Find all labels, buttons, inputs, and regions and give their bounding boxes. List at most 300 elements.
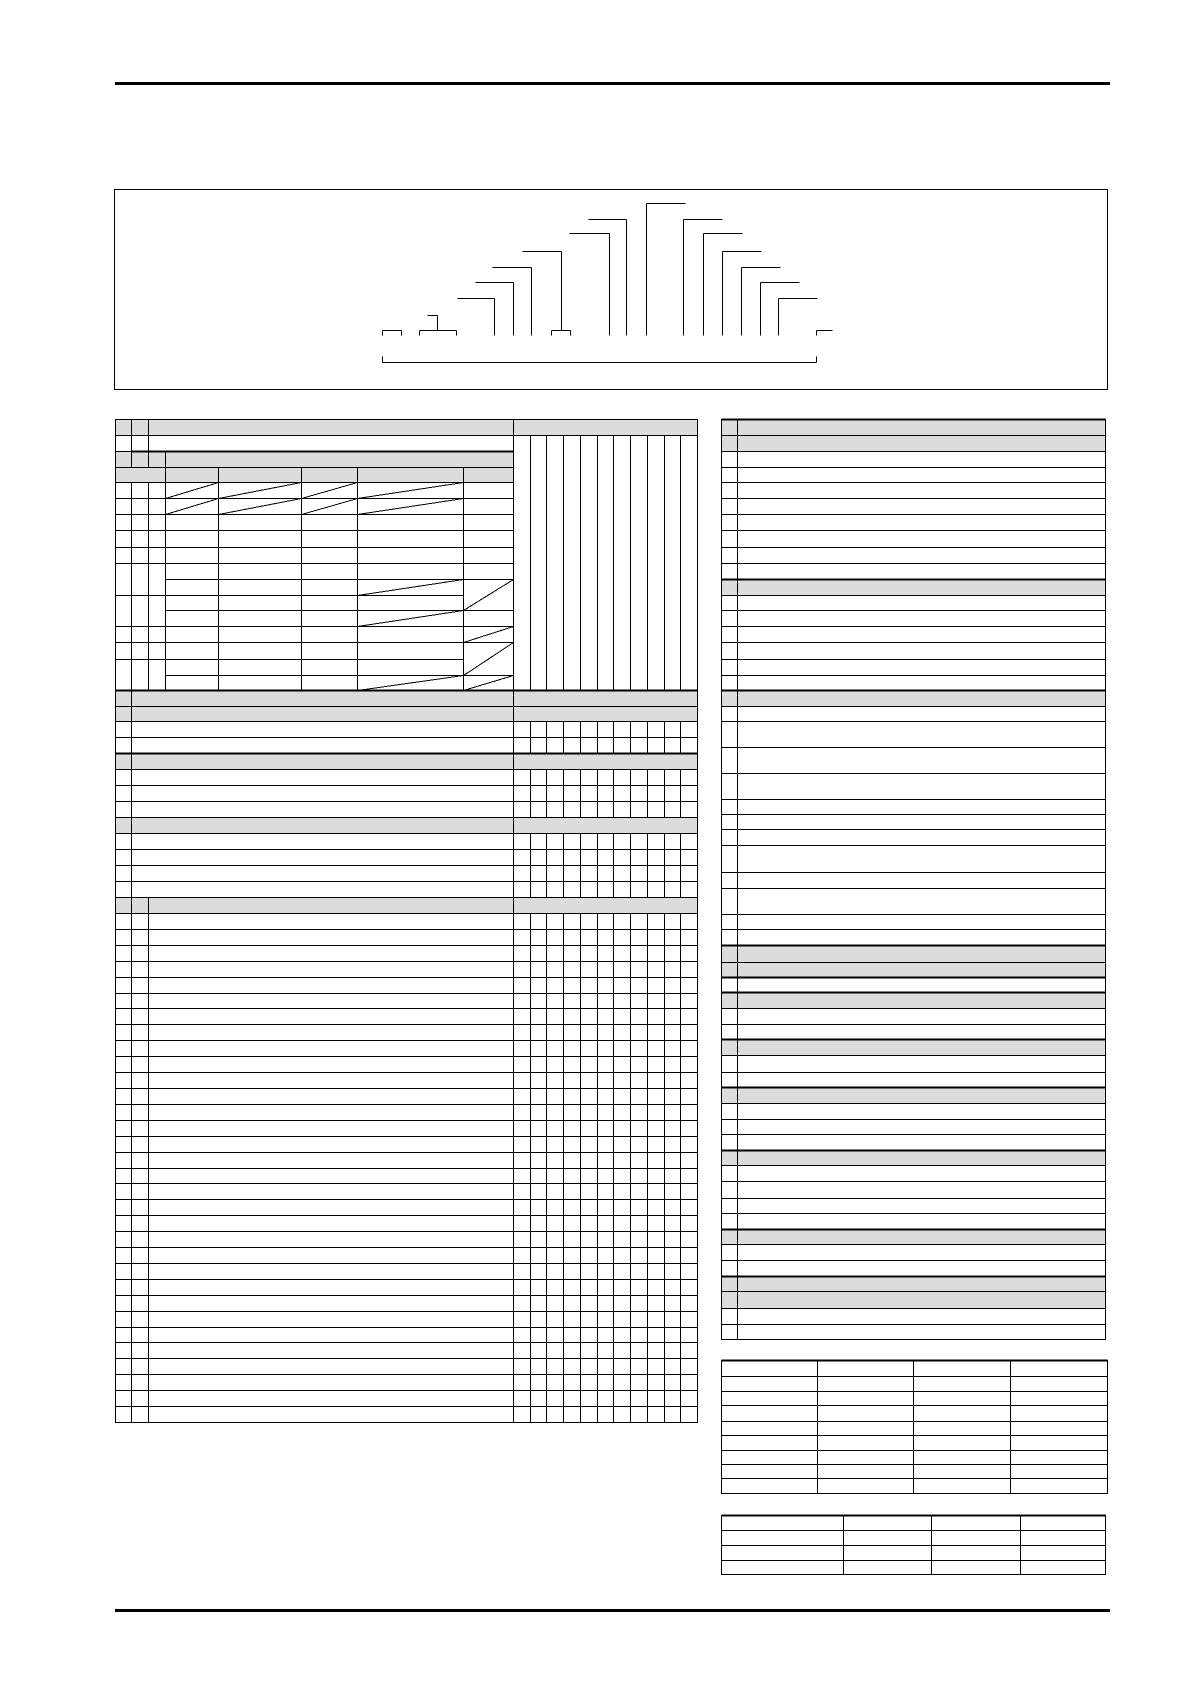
- grid-cell: [581, 930, 598, 946]
- table-cell: [166, 596, 219, 611]
- grid-cell: [614, 1375, 631, 1391]
- grid-cell: [514, 786, 531, 802]
- grid-cell: [648, 1105, 665, 1121]
- grid-cell: [614, 1089, 631, 1105]
- grid-cell: [514, 1296, 531, 1312]
- table-cell: [818, 1406, 914, 1422]
- grid-cell: [531, 1232, 547, 1248]
- table-cell: [738, 611, 1106, 627]
- grid-cell: [631, 1375, 648, 1391]
- grid-cell: [665, 1312, 681, 1328]
- table-cell: [132, 1312, 149, 1328]
- summary-table-a: [722, 1361, 1108, 1494]
- grid-cell: [547, 786, 564, 802]
- grid-cell: [547, 1296, 564, 1312]
- table-cell: [166, 564, 219, 580]
- grid-cell: [665, 1391, 681, 1407]
- grid-cell: [648, 1296, 665, 1312]
- grid-cell: [665, 1375, 681, 1391]
- grid-cell: [514, 866, 531, 882]
- table-cell: [464, 483, 514, 499]
- header-cell: [722, 436, 738, 452]
- grid-cell: [614, 914, 631, 930]
- grid-cell: [614, 834, 631, 850]
- table-cell: [116, 738, 132, 754]
- grid-cell: [665, 1169, 681, 1184]
- grid-cell: [581, 1089, 598, 1105]
- grid-cell: [514, 1264, 531, 1280]
- grid-cell: [564, 834, 581, 850]
- grid-cell: [564, 1312, 581, 1328]
- grid-cell: [547, 738, 564, 754]
- header-cell: [722, 1151, 738, 1166]
- grid-cell: [681, 770, 698, 786]
- header-cell: [738, 993, 1106, 1009]
- header-cell: [722, 1088, 738, 1104]
- table-cell: [738, 660, 1106, 676]
- grid-cell: [631, 1153, 648, 1169]
- table-cell: [738, 930, 1106, 946]
- header-cell: [738, 1040, 1106, 1056]
- table-cell: [722, 830, 738, 846]
- table-cell: [358, 643, 464, 660]
- table-cell: [722, 1135, 738, 1151]
- grid-cell: [598, 1280, 614, 1296]
- grid-cell: [598, 770, 614, 786]
- grid-cell: [648, 722, 665, 738]
- grid-cell: [631, 834, 648, 850]
- grid-cell: [547, 1343, 564, 1359]
- table-cell: [116, 1232, 132, 1248]
- table-cell: [738, 748, 1106, 774]
- table-cell: [132, 1375, 149, 1391]
- grid-cell: [681, 882, 698, 898]
- grid-cell: [681, 866, 698, 882]
- grid-cell: [547, 1328, 564, 1343]
- grid-cell: [614, 1296, 631, 1312]
- grid-cell: [564, 1216, 581, 1232]
- grid-cell: [681, 1407, 698, 1423]
- table-cell: [149, 1105, 514, 1121]
- table-cell: [132, 1232, 149, 1248]
- table-cell: [166, 548, 219, 564]
- grid-cell: [681, 1057, 698, 1073]
- grid-cell: [564, 962, 581, 978]
- grid-cell: [614, 770, 631, 786]
- grid-cell: [631, 1057, 648, 1073]
- table-cell: [132, 499, 149, 515]
- table-cell: [166, 660, 219, 676]
- grid-cell: [547, 882, 564, 898]
- table-cell: [132, 1073, 149, 1089]
- grid-cell: [531, 1057, 547, 1073]
- header-cell: [722, 1292, 738, 1309]
- grid-cell: [531, 914, 547, 930]
- table-cell: [738, 1073, 1106, 1088]
- grid-cell: [648, 436, 665, 691]
- header-cell: [722, 946, 738, 963]
- grid-cell: [547, 1089, 564, 1105]
- table-cell: [116, 1153, 132, 1169]
- table-cell: [464, 548, 514, 564]
- table-cell: [149, 548, 166, 564]
- table-cell: [738, 1309, 1106, 1325]
- grid-cell: [581, 436, 598, 691]
- grid-cell: [564, 850, 581, 866]
- table-cell: [722, 1516, 844, 1531]
- grid-cell: [631, 1359, 648, 1375]
- table-cell: [818, 1465, 914, 1479]
- grid-cell: [614, 1057, 631, 1073]
- table-cell: [738, 564, 1106, 580]
- grid-cell: [531, 1280, 547, 1296]
- grid-cell: [648, 1200, 665, 1216]
- table-cell: [738, 1135, 1106, 1151]
- grid-cell: [598, 994, 614, 1009]
- grid-cell: [564, 1200, 581, 1216]
- header-cell: [514, 818, 698, 834]
- table-cell: [722, 1406, 818, 1422]
- grid-cell: [598, 1296, 614, 1312]
- grid-cell: [598, 786, 614, 802]
- table-cell: [116, 770, 132, 786]
- grid-cell: [564, 1232, 581, 1248]
- grid-cell: [665, 914, 681, 930]
- table-cell: [844, 1546, 932, 1561]
- table-cell: [132, 1328, 149, 1343]
- header-cell: [738, 1292, 1106, 1309]
- table-cell: [738, 1245, 1106, 1261]
- grid-cell: [648, 1073, 665, 1089]
- grid-cell: [598, 722, 614, 738]
- grid-cell: [547, 1169, 564, 1184]
- grid-cell: [564, 866, 581, 882]
- table-cell: [1011, 1422, 1108, 1436]
- grid-cell: [531, 1169, 547, 1184]
- grid-cell: [648, 1248, 665, 1264]
- table-cell: [738, 722, 1106, 748]
- table-cell: [116, 1248, 132, 1264]
- grid-cell: [681, 1121, 698, 1137]
- table-cell: [149, 596, 166, 627]
- grid-cell: [564, 1025, 581, 1041]
- table-cell: [116, 436, 132, 452]
- grid-cell: [564, 1343, 581, 1359]
- grid-cell: [648, 1391, 665, 1407]
- table-cell: [722, 722, 738, 748]
- grid-cell: [514, 978, 531, 994]
- grid-cell: [631, 1216, 648, 1232]
- table-cell: [358, 515, 464, 531]
- table-cell: [738, 815, 1106, 830]
- table-cell: [1011, 1406, 1108, 1422]
- table-cell: [914, 1422, 1011, 1436]
- table-cell: [149, 1280, 514, 1296]
- table-cell: [116, 548, 132, 564]
- table-cell: [219, 627, 302, 643]
- grid-cell: [614, 866, 631, 882]
- grid-cell: [564, 978, 581, 994]
- grid-cell: [614, 1025, 631, 1041]
- grid-cell: [547, 1391, 564, 1407]
- table-cell: [738, 531, 1106, 548]
- table-cell: [149, 660, 166, 691]
- grid-cell: [665, 1009, 681, 1025]
- grid-cell: [614, 1264, 631, 1280]
- grid-cell: [681, 1248, 698, 1264]
- grid-cell: [631, 946, 648, 962]
- grid-cell: [614, 994, 631, 1009]
- grid-cell: [631, 738, 648, 754]
- grid-cell: [681, 738, 698, 754]
- grid-cell: [681, 1025, 698, 1041]
- table-cell: [932, 1531, 1021, 1546]
- grid-cell: [648, 866, 665, 882]
- grid-cell: [581, 1009, 598, 1025]
- table-cell: [219, 676, 302, 691]
- grid-cell: [614, 1343, 631, 1359]
- bottom-rule: [115, 1609, 1110, 1612]
- table-cell: [722, 1182, 738, 1199]
- grid-cell: [614, 1328, 631, 1343]
- table-cell: [116, 1057, 132, 1073]
- grid-cell: [614, 1169, 631, 1184]
- header-cell: [302, 468, 358, 483]
- grid-cell: [648, 962, 665, 978]
- table-cell: [132, 1041, 149, 1057]
- header-cell: [166, 452, 514, 468]
- table-cell: [149, 1359, 514, 1375]
- table-cell: [302, 531, 358, 548]
- grid-cell: [598, 1216, 614, 1232]
- header-cell: [722, 691, 738, 707]
- grid-cell: [631, 1121, 648, 1137]
- grid-cell: [547, 1248, 564, 1264]
- table-cell: [132, 1343, 149, 1359]
- grid-cell: [547, 850, 564, 866]
- table-cell: [738, 515, 1106, 531]
- grid-cell: [547, 1184, 564, 1200]
- table-cell: [116, 786, 132, 802]
- table-cell: [132, 515, 149, 531]
- grid-cell: [614, 1359, 631, 1375]
- table-cell: [738, 1104, 1106, 1120]
- table-cell: [132, 660, 149, 691]
- table-cell: [116, 1169, 132, 1184]
- grid-cell: [665, 738, 681, 754]
- grid-cell: [631, 1343, 648, 1359]
- grid-cell: [681, 802, 698, 818]
- grid-cell: [631, 1009, 648, 1025]
- table-cell: [722, 643, 738, 660]
- table-cell: [219, 660, 302, 676]
- grid-cell: [547, 1105, 564, 1121]
- table-cell: [1021, 1546, 1106, 1561]
- grid-cell: [598, 1248, 614, 1264]
- grid-cell: [631, 1089, 648, 1105]
- header-cell: [132, 420, 149, 436]
- grid-cell: [547, 1216, 564, 1232]
- grid-cell: [598, 1073, 614, 1089]
- table-cell: [738, 548, 1106, 564]
- table-cell: [132, 722, 514, 738]
- table-cell: [116, 1073, 132, 1089]
- table-cell: [722, 627, 738, 643]
- header-cell: [132, 818, 514, 834]
- table-cell: [722, 1392, 818, 1406]
- grid-cell: [581, 1391, 598, 1407]
- grid-cell: [564, 1041, 581, 1057]
- table-cell: [844, 1516, 932, 1531]
- grid-cell: [547, 930, 564, 946]
- table-cell: [219, 611, 302, 627]
- grid-cell: [598, 1232, 614, 1248]
- table-cell: [1011, 1392, 1108, 1406]
- grid-cell: [514, 436, 531, 691]
- grid-cell: [648, 1025, 665, 1041]
- grid-cell: [531, 786, 547, 802]
- grid-cell: [614, 1407, 631, 1423]
- table-cell: [149, 1121, 514, 1137]
- header-cell: [738, 963, 1106, 978]
- grid-cell: [531, 1391, 547, 1407]
- grid-cell: [614, 962, 631, 978]
- grid-cell: [598, 1407, 614, 1423]
- grid-cell: [581, 866, 598, 882]
- table-cell: [932, 1516, 1021, 1531]
- grid-cell: [547, 978, 564, 994]
- table-cell: [132, 436, 149, 452]
- table-cell: [116, 1089, 132, 1105]
- header-cell: [722, 1040, 738, 1056]
- grid-cell: [648, 1280, 665, 1296]
- table-cell: [722, 774, 738, 800]
- grid-cell: [598, 1009, 614, 1025]
- table-cell: [116, 1391, 132, 1407]
- grid-cell: [547, 1025, 564, 1041]
- grid-cell: [648, 1089, 665, 1105]
- grid-cell: [581, 1359, 598, 1375]
- grid-cell: [648, 978, 665, 994]
- ordering-code-diagram: [383, 204, 833, 363]
- grid-cell: [631, 914, 648, 930]
- table-cell: [302, 676, 358, 691]
- grid-cell: [614, 738, 631, 754]
- grid-cell: [648, 882, 665, 898]
- grid-cell: [665, 930, 681, 946]
- table-cell: [722, 915, 738, 930]
- table-cell: [116, 1328, 132, 1343]
- grid-cell: [598, 1169, 614, 1184]
- table-cell: [149, 515, 166, 531]
- table-cell: [722, 1479, 818, 1494]
- grid-cell: [665, 802, 681, 818]
- grid-cell: [564, 1359, 581, 1375]
- header-cell: [116, 707, 132, 722]
- table-cell: [132, 1153, 149, 1169]
- table-cell: [722, 1199, 738, 1214]
- table-cell: [149, 643, 166, 660]
- grid-cell: [665, 1200, 681, 1216]
- grid-cell: [598, 866, 614, 882]
- table-cell: [738, 978, 1106, 993]
- grid-cell: [514, 1121, 531, 1137]
- table-cell: [132, 548, 149, 564]
- table-cell: [132, 978, 149, 994]
- grid-cell: [665, 1153, 681, 1169]
- grid-cell: [581, 1105, 598, 1121]
- grid-cell: [648, 994, 665, 1009]
- grid-cell: [514, 1216, 531, 1232]
- table-cell: [132, 1359, 149, 1375]
- grid-cell: [581, 1057, 598, 1073]
- table-cell: [1011, 1451, 1108, 1465]
- header-cell: [116, 691, 132, 707]
- grid-cell: [631, 1391, 648, 1407]
- table-cell: [116, 1407, 132, 1423]
- grid-cell: [665, 786, 681, 802]
- grid-cell: [681, 1073, 698, 1089]
- grid-cell: [531, 1375, 547, 1391]
- grid-cell: [531, 866, 547, 882]
- table-cell: [149, 946, 514, 962]
- grid-cell: [631, 436, 648, 691]
- grid-cell: [665, 1343, 681, 1359]
- header-cell: [116, 754, 132, 770]
- grid-cell: [581, 1248, 598, 1264]
- grid-cell: [614, 802, 631, 818]
- table-cell: [116, 930, 132, 946]
- grid-cell: [531, 1121, 547, 1137]
- grid-cell: [531, 834, 547, 850]
- table-cell: [738, 643, 1106, 660]
- table-cell: [722, 930, 738, 946]
- grid-cell: [665, 1057, 681, 1073]
- table-cell: [738, 1025, 1106, 1040]
- table-cell: [738, 483, 1106, 499]
- grid-cell: [681, 994, 698, 1009]
- grid-cell: [547, 1312, 564, 1328]
- table-cell: [738, 873, 1106, 889]
- grid-cell: [564, 1280, 581, 1296]
- table-cell: [722, 499, 738, 515]
- grid-cell: [514, 738, 531, 754]
- header-cell: [116, 420, 132, 436]
- table-cell: [149, 1073, 514, 1089]
- table-cell: [722, 1056, 738, 1073]
- header-cell: [132, 754, 514, 770]
- grid-cell: [514, 930, 531, 946]
- grid-cell: [564, 914, 581, 930]
- grid-cell: [581, 882, 598, 898]
- table-cell: [132, 1057, 149, 1073]
- table-cell: [132, 946, 149, 962]
- table-cell: [132, 850, 514, 866]
- grid-cell: [598, 1343, 614, 1359]
- grid-cell: [514, 1105, 531, 1121]
- header-cell: [722, 420, 738, 436]
- table-cell: [358, 596, 464, 611]
- table-cell: [738, 596, 1106, 611]
- grid-cell: [531, 770, 547, 786]
- grid-cell: [614, 1312, 631, 1328]
- grid-cell: [681, 1296, 698, 1312]
- table-cell: [1021, 1561, 1106, 1575]
- table-cell: [149, 1232, 514, 1248]
- table-cell: [132, 531, 149, 548]
- grid-cell: [648, 786, 665, 802]
- grid-cell: [665, 1089, 681, 1105]
